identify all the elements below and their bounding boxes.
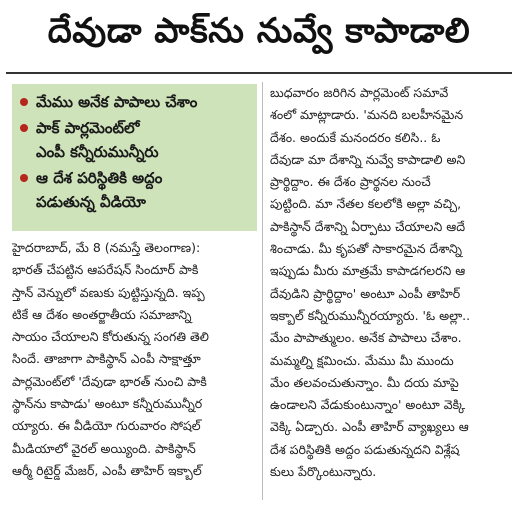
article-line: కులు పేర్కొంటున్నారు. xyxy=(270,464,377,480)
article-line: పాకిస్థాన్ దేశాన్ని ఏర్పాటు చేయాలని ఆదే xyxy=(270,218,466,234)
article-line: మమ్మల్ని క్షమించు. మేము మీ ముందు xyxy=(270,352,454,368)
article-line: హైదరాబాద్, మే 8 (నమస్తే తెలంగాణ): xyxy=(12,240,201,255)
article-line: భారత్ చేపట్టిన ఆపరేషన్ సిందూర్ పాకి xyxy=(12,262,199,278)
article-right-column xyxy=(270,82,510,483)
article-line: దేవుడా మా దేశాన్ని నువ్వే కాపాడాలి అని xyxy=(270,151,466,167)
highlights-box xyxy=(12,84,257,231)
highlight-line: మేము అనేక పాపాలు చేశాం xyxy=(36,93,198,111)
column-divider xyxy=(262,82,263,500)
article-line: య్యారు. ఈ వీడియో గురువారం సోషల్ xyxy=(12,418,201,434)
article-line: ఆర్మీ రిటైర్డ్ మేజర్, ఎంపీ తాహిర్ ఇక్బాల్ xyxy=(12,462,202,478)
article-line: సాయం చేయాలని కోరుతున్న సంగతి తెలి xyxy=(12,329,209,345)
highlight-item xyxy=(20,90,251,114)
highlight-item xyxy=(20,166,251,214)
article-line: స్థాన్‌ను కాపాడు' అంటూ కన్నీరుమున్నీర xyxy=(12,396,203,412)
article-line: సిందే. తాజాగా పాకిస్థాన్ ఎంపీ సాక్షాత్తూ xyxy=(12,351,201,367)
article-line: పార్లమెంట్‌లో 'దేవుడా భారత్ నుంచి పాకి xyxy=(12,373,207,389)
bullet-icon xyxy=(20,124,28,132)
article-line: మేం తలవంచుతున్నాం. మీ దయ మాపై xyxy=(270,374,459,390)
headline-divider xyxy=(6,72,512,74)
article-line: మేం పాపాత్ములం. అనేక పాపాలు చేశాం. xyxy=(270,330,462,346)
article-line: టికే ఆ దేశం అంతర్జాతీయ సమాజాన్ని xyxy=(12,306,192,322)
article-line: శంలో మాట్లాడారు. 'మనది బలహీనమైన xyxy=(270,107,464,123)
article-line: ప్రార్థిద్దాం. ఈ దేశం ప్రార్థనల నుంచే xyxy=(270,174,431,190)
article-line: ఇక్బాల్ కన్నీరుమున్నీరయ్యారు. 'ఓ అల్లా.. xyxy=(270,307,471,323)
article-line: దేశం. అందుకే మనందరం కలిసి.. ఓ xyxy=(270,129,441,145)
article-line: ఉండాలని వేడుకుంటున్నాం' అంటూ వెక్కి xyxy=(270,397,466,413)
highlight-line: పడుతున్న వీడియో xyxy=(36,193,146,211)
article-left-column xyxy=(12,237,258,482)
highlight-line: పాక్ పార్లమెంట్‌లో xyxy=(36,119,140,137)
headline: దేవుడా పాక్‌ను నువ్వే కాపాడాలి xyxy=(47,11,471,51)
highlight-item xyxy=(20,116,251,164)
article-line: దేశ పరిస్థితికి అద్దం పడుతున్నదని విశ్లేష xyxy=(270,441,460,457)
highlight-line: ఎంపీ కన్నీరుమున్నీరు xyxy=(36,143,159,161)
article-line: పుట్టింది. మా నేతల కలలోకి అల్లా వచ్చి, xyxy=(270,196,462,212)
bullet-icon xyxy=(20,174,28,182)
highlight-line: ఆ దేశ పరిస్థితికి అద్దం xyxy=(36,169,163,187)
article-line: శించాడు. మీ కృపతో సాకారమైన దేశాన్ని xyxy=(270,241,463,257)
bullet-icon xyxy=(20,98,28,106)
article-line: ఇప్పుడు మీరు మాత్రమే కాపాడగలరని ఆ xyxy=(270,263,466,279)
article-line: వెక్కి ఏడ్చారు. ఎంపీ తాహిర్ వ్యాఖ్యలు ఆ xyxy=(270,419,469,435)
article-line: మీడియాలో వైరల్ అయ్యింది. పాకిస్థాన్ xyxy=(12,440,196,456)
article-line: బుధవారం జరిగిన పార్లమెంట్ సమావే xyxy=(270,85,449,100)
article-line: స్తాన్ వెన్నులో వణుకు పుట్టిస్తున్నది. ఇప్ప xyxy=(12,284,205,300)
article-line: దేవుడిని ప్రార్థిద్దాం' అంటూ ఎంపీ తాహిర్ xyxy=(270,285,461,301)
